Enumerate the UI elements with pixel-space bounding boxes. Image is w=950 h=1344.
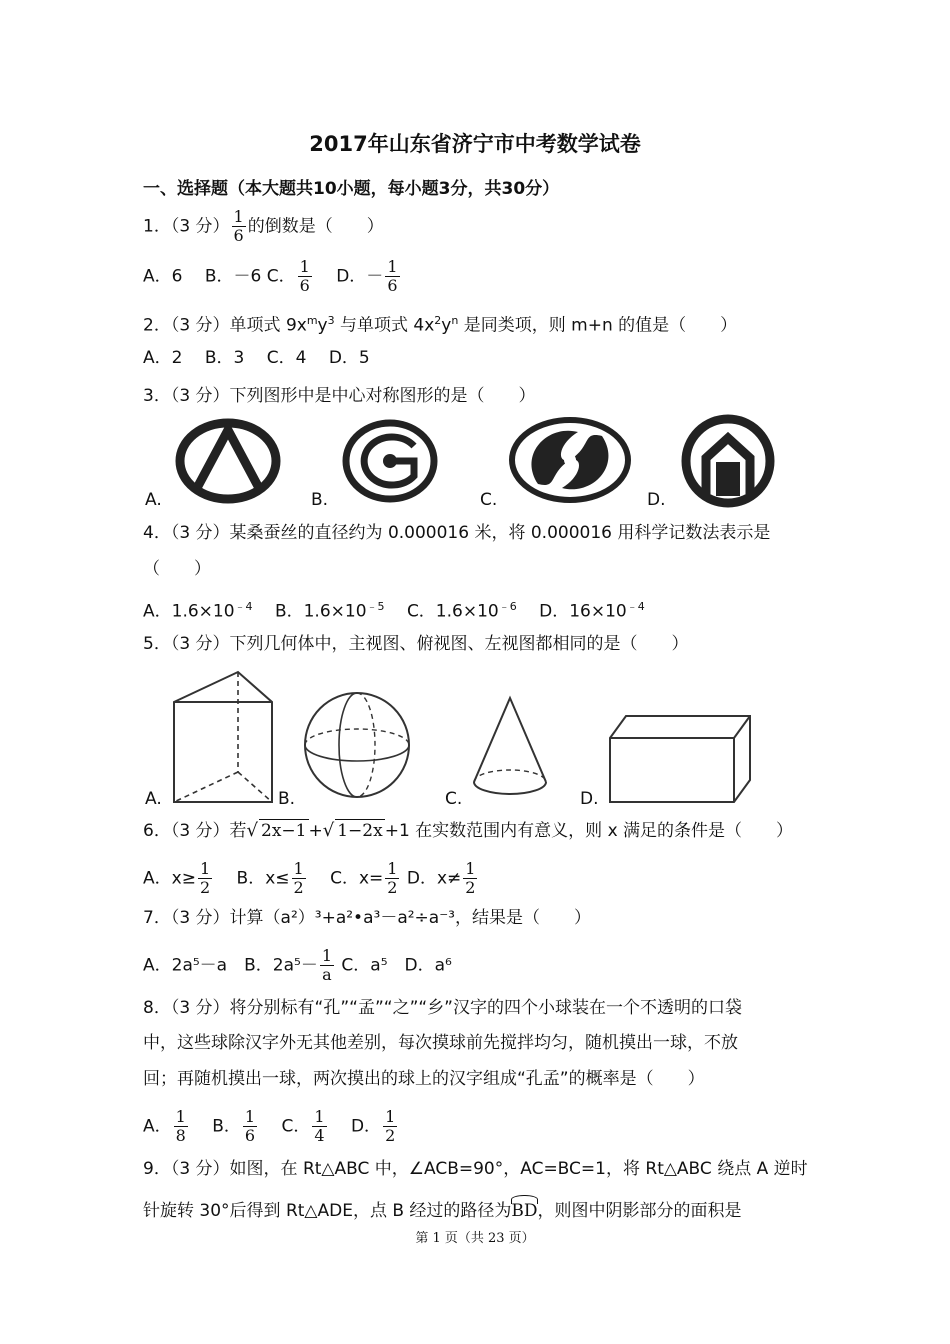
question-9-line-2: 针旋转 30°后得到 Rt△ADE，点 B 经过的路径为BD，则图中阴影部分的面积是 [143,1201,742,1221]
section-heading: 一、选择题（本大题共10小题，每小题3分，共30分） [143,179,560,199]
q7-options: A．2a⁵－a B．2a⁵－ $\frac{1}{a}$ C．a⁵ D．a⁶ [143,946,452,984]
q1-d-fraction: $\frac{1}{6}$ [387,257,398,295]
question-1 [143,208,384,245]
q1-option-d: D．－ [336,266,384,287]
radical-1: 2x−1 [261,821,307,841]
q1-option-a: A．6 [143,266,183,287]
q5-label-c: C. [445,789,463,809]
q5-label-a: A. [145,789,162,809]
q1-c-fraction: $\frac{1}{6}$ [299,257,310,295]
q1-option-b: B．－6 [204,266,262,287]
q1-options [143,258,402,295]
question-4: 4．（3 分）某桑蚕丝的直径约为 0.000016 米，将 0.000016 用科学记数法表示是 [143,523,771,543]
q1-fraction: $\frac{1}{6}$ [233,207,244,245]
figure-cone-icon [468,694,552,804]
figure-sphere-icon [300,688,414,802]
question-5: 5．（3 分）下列几何体中，主视图、俯视图、左视图都相同的是（ ） [143,634,689,654]
q3-label-b: B. [311,490,329,510]
q8-options: A． $\frac{1}{8}$ B． $\frac{1}{6}$ C． $\frac{1}{4}$ D． $\frac{1}{2}$ [143,1107,396,1145]
question-8-line-1: 8．（3 分）将分别标有“孔”“孟”“之”“乡”汉字的四个小球装在一个不透明的口袋 [143,998,742,1018]
q5-label-d: D. [580,789,599,809]
figure-prism-icon [168,668,280,808]
question-9-line-1: 9．（3 分）如图，在 Rt△ABC 中，∠ACB=90°，AC=BC=1，将 Rt△ABC 绕点 A 逆时 [143,1159,808,1179]
figure-3d-icon [680,414,776,508]
q6-options: A．x≥ $\frac{1}{2}$ B．x≤ $\frac{1}{2}$ C．x= $\frac{1}{2}$ D．x≠ $\frac{1}{2}$ [143,859,476,897]
q3-label-a: A. [145,490,162,510]
radical-2: 1−2x [337,821,383,841]
question-6: 6．（3 分）若√ 2x−1 +√ 1−2x +1 在实数范围内有意义，则 x 满足的条件是（ ） [143,820,794,841]
question-7: 7．（3 分）计算（a²）³+a²•a³－a²÷a⁻³，结果是（ ） [143,908,592,928]
q4-options: A．$1.6\times 10^{﹣4}$ B．$1.6\times 10^{﹣5}$ C．$1.6\times 10^{﹣6}$ D．$16\times 10^{﹣4}$ [143,600,645,622]
page-title: 2017年山东省济宁市中考数学试卷 [309,132,641,156]
q3-label-c: C. [480,490,498,510]
figure-3b-icon [342,418,438,504]
question-4-cont: （ ） [143,559,211,579]
figure-cuboid-icon [606,710,756,806]
question-8-line-3: 回；再随机摸出一球，两次摸出的球上的汉字组成“孔孟”的概率是（ ） [143,1069,705,1089]
q1-prefix: 1．（3 分） [143,216,230,237]
q5-label-b: B. [278,789,296,809]
figure-3a-icon [175,418,281,504]
figure-3c-icon [508,414,632,506]
q1-option-c: C． [266,266,296,287]
question-2: 2．（3 分）单项式 $9x^my^3$ 与单项式 $4x^2y^n$ 是同类项，则 m+n 的值是（ ） [143,314,738,336]
question-3: 3．（3 分）下列图形中是中心对称图形的是（ ） [143,386,536,406]
question-8-line-2: 中，这些球除汉字外无其他差别，每次摸球前先搅拌均匀，随机摸出一球，不放 [143,1033,738,1053]
arc-bd: BD [511,1201,538,1221]
q1-text: 的倒数是（ ） [247,216,384,237]
page-footer: 第 1 页（共 23 页） [415,1231,535,1246]
q2-options: A．2 B．3 C．4 D．5 [143,348,370,368]
q3-label-d: D. [647,490,666,510]
